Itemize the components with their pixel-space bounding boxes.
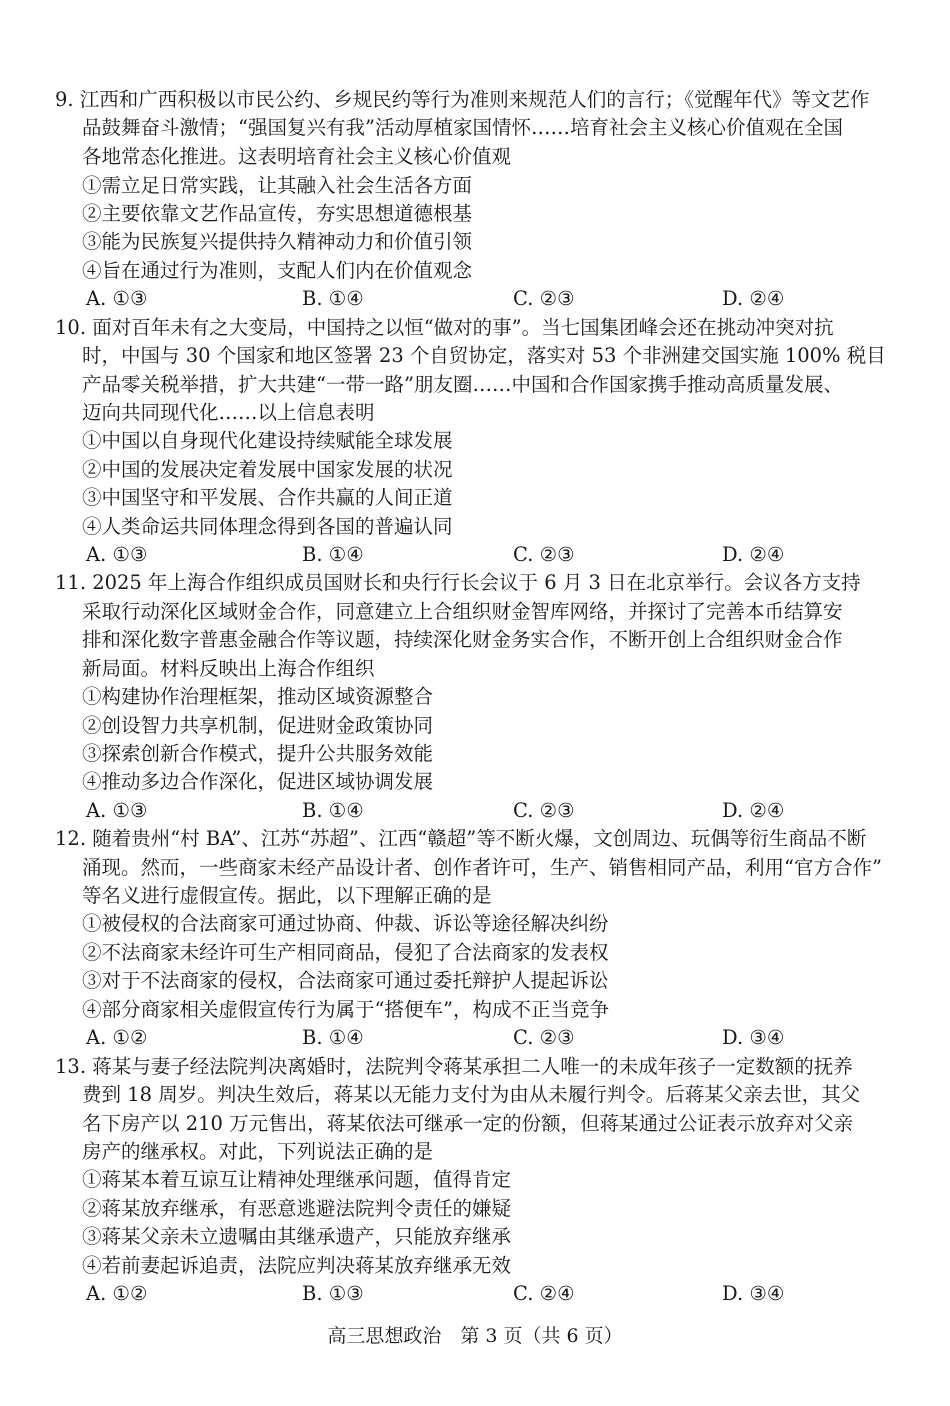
choice-a: A. ①③ [86,287,148,310]
choice-a: A. ①② [86,1282,148,1305]
choice-d: D. ③④ [722,1282,785,1305]
option-statement: ③蒋某父亲未立遗嘱由其继承遗产，只能放弃继承 [82,1225,512,1248]
option-statement: ②蒋某放弃继承，有恶意逃避法院判令责任的嫌疑 [82,1197,512,1220]
question-stem-line: 迈向共同现代化……以上信息表明 [82,401,375,424]
option-statement: ④若前妻起诉追责，法院应判决蒋某放弃继承无效 [82,1254,512,1277]
page-footer: 高三思想政治 第 3 页（共 6 页） [327,1325,623,1347]
question-stem-line: 产品零关税举措，扩大共建“一带一路”朋友圈……中国和合作国家携手推动高质量发展、 [82,373,843,396]
choice-b: B. ①④ [302,1026,364,1049]
choice-b: B. ①④ [302,799,364,822]
option-statement: ④人类命运共同体理念得到各国的普遍认同 [82,515,453,538]
option-statement: ②不法商家未经许可生产相同商品，侵犯了合法商家的发表权 [82,941,609,964]
question-stem-line: 名下房产以 210 万元售出，蒋某依法可继承一定的份额，但蒋某通过公证表示放弃对父亲 [82,1112,854,1135]
option-statement: ③探索创新合作模式，提升公共服务效能 [82,742,434,765]
choice-d: D. ②④ [722,543,785,566]
choice-b: B. ①③ [302,1282,364,1305]
question-stem-line: 13. 蒋某与妻子经法院判决离婚时，法院判令蒋某承担二人唯一的未成年孩子一定数额的抚养 [55,1055,853,1078]
question-stem-line: 12. 随着贵州“村 BA”、江苏“苏超”、江西“赣超”等不断火爆，文创周边、玩偶等衍生商品不断 [55,827,867,850]
option-statement: ③能为民族复兴提供持久精神动力和价值引领 [82,230,473,253]
choice-d: D. ②④ [722,287,785,310]
question-stem-line: 采取行动深化区域财金合作，同意建立上合组织财金智库网络，并探讨了完善本币结算安 [82,600,843,623]
question-stem-line: 9. 江西和广西积极以市民公约、乡规民约等行为准则来规范人们的言行；《觉醒年代》等文艺作 [55,88,870,111]
option-statement: ④推动多边合作深化，促进区域协调发展 [82,770,434,793]
option-statement: ①中国以自身现代化建设持续赋能全球发展 [82,429,453,452]
option-statement: ③中国坚守和平发展、合作共赢的人间正道 [82,486,453,509]
option-statement: ②主要依靠文艺作品宣传，夯实思想道德根基 [82,202,473,225]
choice-c: C. ②③ [513,287,575,310]
question-stem-line: 时，中国与 30 个国家和地区签署 23 个自贸协定，落实对 53 个非洲建交国实施 100% 税目 [82,344,886,367]
question-stem-line: 新局面。材料反映出上海合作组织 [82,657,375,680]
choice-b: B. ①④ [302,287,364,310]
question-stem-line: 10. 面对百年未有之大变局，中国持之以恒“做对的事”。当七国集团峰会还在挑动冲突对抗 [55,316,834,339]
choice-d: D. ②④ [722,799,785,822]
choice-a: A. ①③ [86,543,148,566]
question-stem-line: 涌现。然而，一些商家未经产品设计者、创作者许可，生产、销售相同产品，利用“官方合作” [82,856,882,879]
question-stem-line: 品鼓舞奋斗激情；“强国复兴有我”活动厚植家国情怀……培育社会主义核心价值观在全国 [82,116,843,139]
option-statement: ①需立足日常实践，让其融入社会生活各方面 [82,174,473,197]
choice-d: D. ③④ [722,1026,785,1049]
option-statement: ③对于不法商家的侵权，合法商家可通过委托辩护人提起诉讼 [82,969,609,992]
option-statement: ①构建协作治理框架，推动区域资源整合 [82,685,434,708]
question-stem-line: 各地常态化推进。这表明培育社会主义核心价值观 [82,145,512,168]
choice-c: C. ②③ [513,543,575,566]
choice-b: B. ①④ [302,543,364,566]
option-statement: ①蒋某本着互谅互让精神处理继承问题，值得肯定 [82,1168,512,1191]
choice-a: A. ①③ [86,799,148,822]
question-stem-line: 费到 18 周岁。判决生效后，蒋某以无能力支付为由从未履行判令。后蒋某父亲去世，其父 [82,1083,861,1106]
question-stem-line: 排和深化数字普惠金融合作等议题，持续深化财金务实合作，不断开创上合组织财金合作 [82,628,843,651]
question-stem-line: 等名义进行虚假宣传。据此，以下理解正确的是 [82,884,492,907]
choice-c: C. ②④ [513,1282,575,1305]
question-stem-line: 房产的继承权。对此，下列说法正确的是 [82,1140,434,1163]
option-statement: ④旨在通过行为准则，支配人们内在价值观念 [82,259,473,282]
choice-c: C. ②③ [513,799,575,822]
option-statement: ②中国的发展决定着发展中国家发展的状况 [82,458,453,481]
choice-a: A. ①② [86,1026,148,1049]
option-statement: ④部分商家相关虚假宣传行为属于“搭便车”，构成不正当竞争 [82,998,609,1021]
option-statement: ①被侵权的合法商家可通过协商、仲裁、诉讼等途径解决纠纷 [82,912,609,935]
option-statement: ②创设智力共享机制，促进财金政策协同 [82,714,434,737]
question-stem-line: 11. 2025 年上海合作组织成员国财长和央行行长会议于 6 月 3 日在北京举行。会议各方支持 [55,571,861,594]
choice-c: C. ②③ [513,1026,575,1049]
